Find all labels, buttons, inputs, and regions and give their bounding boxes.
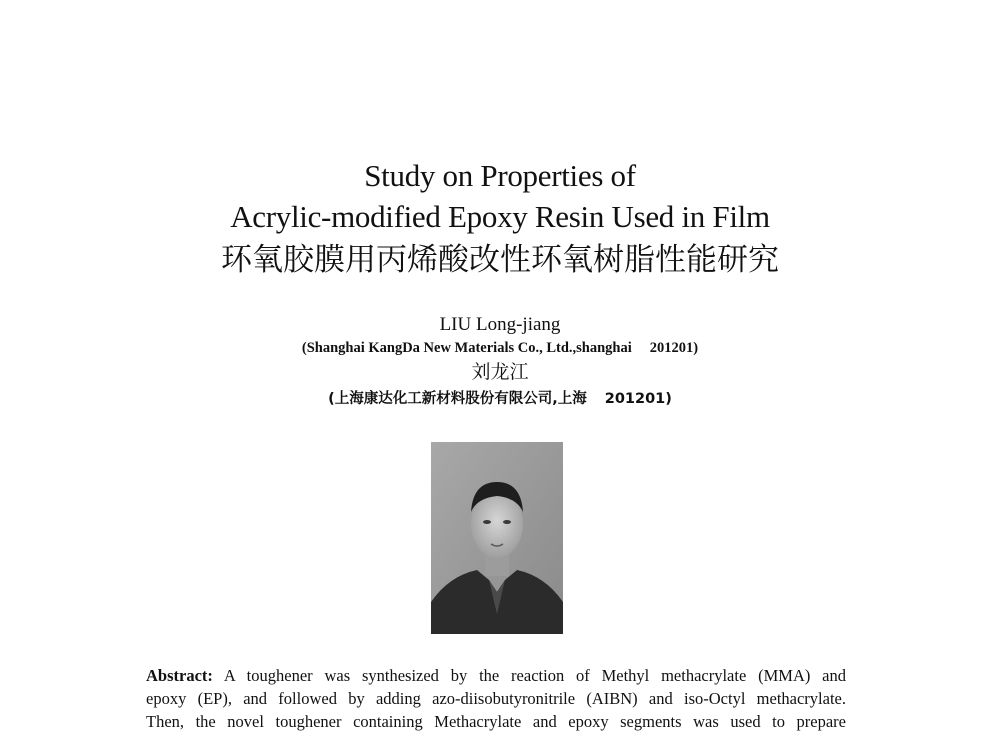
- paper-title-en-line2: Acrylic-modified Epoxy Resin Used in Film: [230, 199, 770, 234]
- abstract: [146, 664, 846, 733]
- abstract-line-1: Abstract: A toughener was synthesized by the reaction of Methyl methacrylate (MMA) and: [146, 666, 847, 685]
- author-portrait-photo: [431, 442, 563, 634]
- abstract-line-3: Then, the novel toughener containing Methacrylate and epoxy segments was used to prepare: [146, 712, 846, 731]
- affiliation-zh: [0, 389, 1000, 409]
- affiliation-zh-org: (上海康达化工新材料股份有限公司,上海: [328, 391, 587, 407]
- abstract-label: Abstract:: [146, 666, 213, 685]
- author-name-en: LIU Long-jiang: [439, 314, 561, 335]
- paper-title-zh: 环氧胶膜用丙烯酸改性环氧树脂性能研究: [221, 242, 779, 278]
- affiliation-en-org: (Shanghai KangDa New Materials Co., Ltd.,shanghai: [301, 340, 632, 356]
- affiliation-zh-postcode: 201201): [604, 391, 672, 407]
- affiliation-en: [0, 338, 1000, 358]
- author-name-zh: 刘龙江: [471, 361, 529, 383]
- affiliation-en-postcode: 201201): [649, 340, 699, 356]
- paper-title-en-line1: Study on Properties of: [364, 158, 636, 193]
- abstract-line-2: epoxy (EP), and followed by adding azo-diisobutyronitrile (AIBN) and iso-Octyl methacrylate.: [146, 689, 846, 708]
